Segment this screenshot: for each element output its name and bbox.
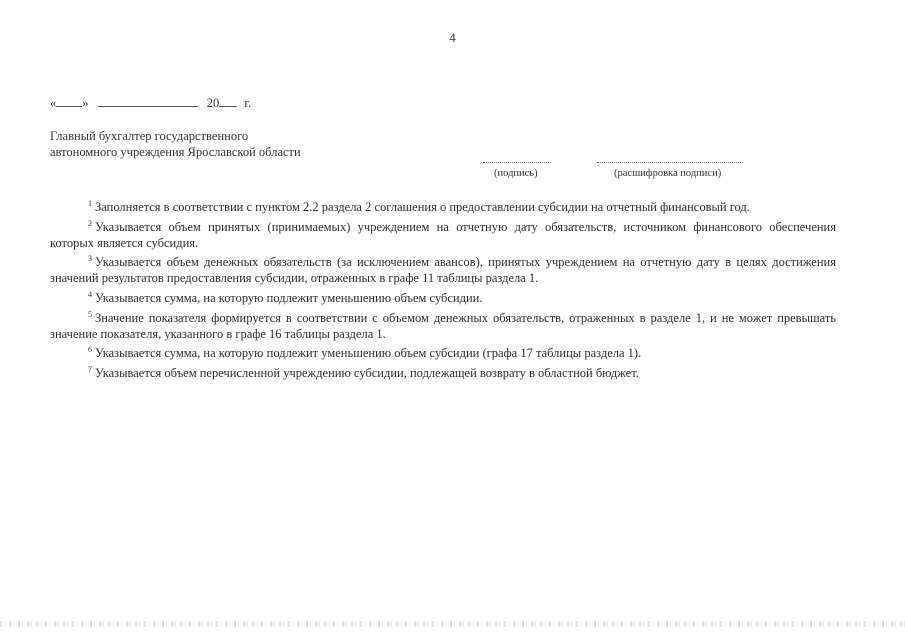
year-blank bbox=[219, 96, 237, 107]
footnote-mark: 5 bbox=[88, 309, 92, 319]
day-blank bbox=[56, 96, 82, 107]
scan-edge-artifact bbox=[0, 621, 905, 627]
footnote-mark: 4 bbox=[88, 289, 92, 299]
signatory-title bbox=[50, 128, 301, 160]
footnote-mark: 2 bbox=[88, 218, 92, 228]
date-line bbox=[50, 96, 251, 111]
page-number: 4 bbox=[449, 30, 456, 45]
signatory-title-line-1: Главный бухгалтер государственного bbox=[50, 129, 249, 143]
month-blank bbox=[98, 96, 198, 107]
footnote-text: Указывается объем перечисленной учреждению субсидии, подлежащей возврату в областной бюджет. bbox=[95, 366, 639, 381]
footnote-mark: 6 bbox=[88, 345, 92, 355]
footnote-text: Значение показателя формируется в соответствии с объемом денежных обязательств, отраженных в разделе 1, и не может превышать значение показателя, указанного в графе 16 таблицы раздела 1. bbox=[50, 310, 836, 341]
footnote-mark: 7 bbox=[88, 365, 92, 375]
footnote-text: Указывается сумма, на которую подлежит уменьшению объем субсидии. bbox=[95, 290, 483, 305]
year-prefix: 20 bbox=[206, 96, 220, 110]
footnote bbox=[50, 196, 836, 216]
footnote bbox=[50, 251, 836, 287]
footnote bbox=[50, 362, 836, 382]
date-open-quote: « bbox=[50, 96, 57, 110]
footnote bbox=[50, 342, 836, 362]
footnote-mark: 1 bbox=[88, 199, 92, 208]
footnote bbox=[50, 216, 836, 252]
year-suffix: г. bbox=[244, 96, 252, 110]
footnote-mark: 3 bbox=[88, 254, 92, 264]
footnote-text: Заполняется в соответствии с пунктом 2.2 раздела 2 соглашения о предоставлении субсидии на отчетный финансовый год. bbox=[95, 200, 750, 214]
decoding-label: (расшифровка подписи) bbox=[614, 168, 722, 179]
footnote-text: Указывается объем денежных обязательств (за исключением авансов), принятых учреждением на отчетную дату в целях достижения значений результатов предоставления субсидии, отраженных в графе 11 таблицы раздела 1. bbox=[50, 255, 836, 286]
footnotes bbox=[50, 196, 836, 382]
date-close-quote: » bbox=[82, 96, 89, 110]
decoding-line bbox=[597, 162, 743, 163]
signatory-title-line-2: автономного учреждения Ярославской области bbox=[50, 145, 301, 159]
footnote-text: Указывается сумма, на которую подлежит уменьшению объем субсидии (графа 17 таблицы раздела 1). bbox=[95, 346, 642, 361]
footnote bbox=[50, 307, 836, 343]
footnote bbox=[50, 287, 836, 307]
signature-line bbox=[483, 162, 551, 163]
signature-label: (подпись) bbox=[494, 168, 538, 179]
footnote-text: Указывается объем принятых (принимаемых) учреждением на отчетную дату обязательств, источником финансового обеспечения которых является субсидия. bbox=[50, 219, 836, 250]
